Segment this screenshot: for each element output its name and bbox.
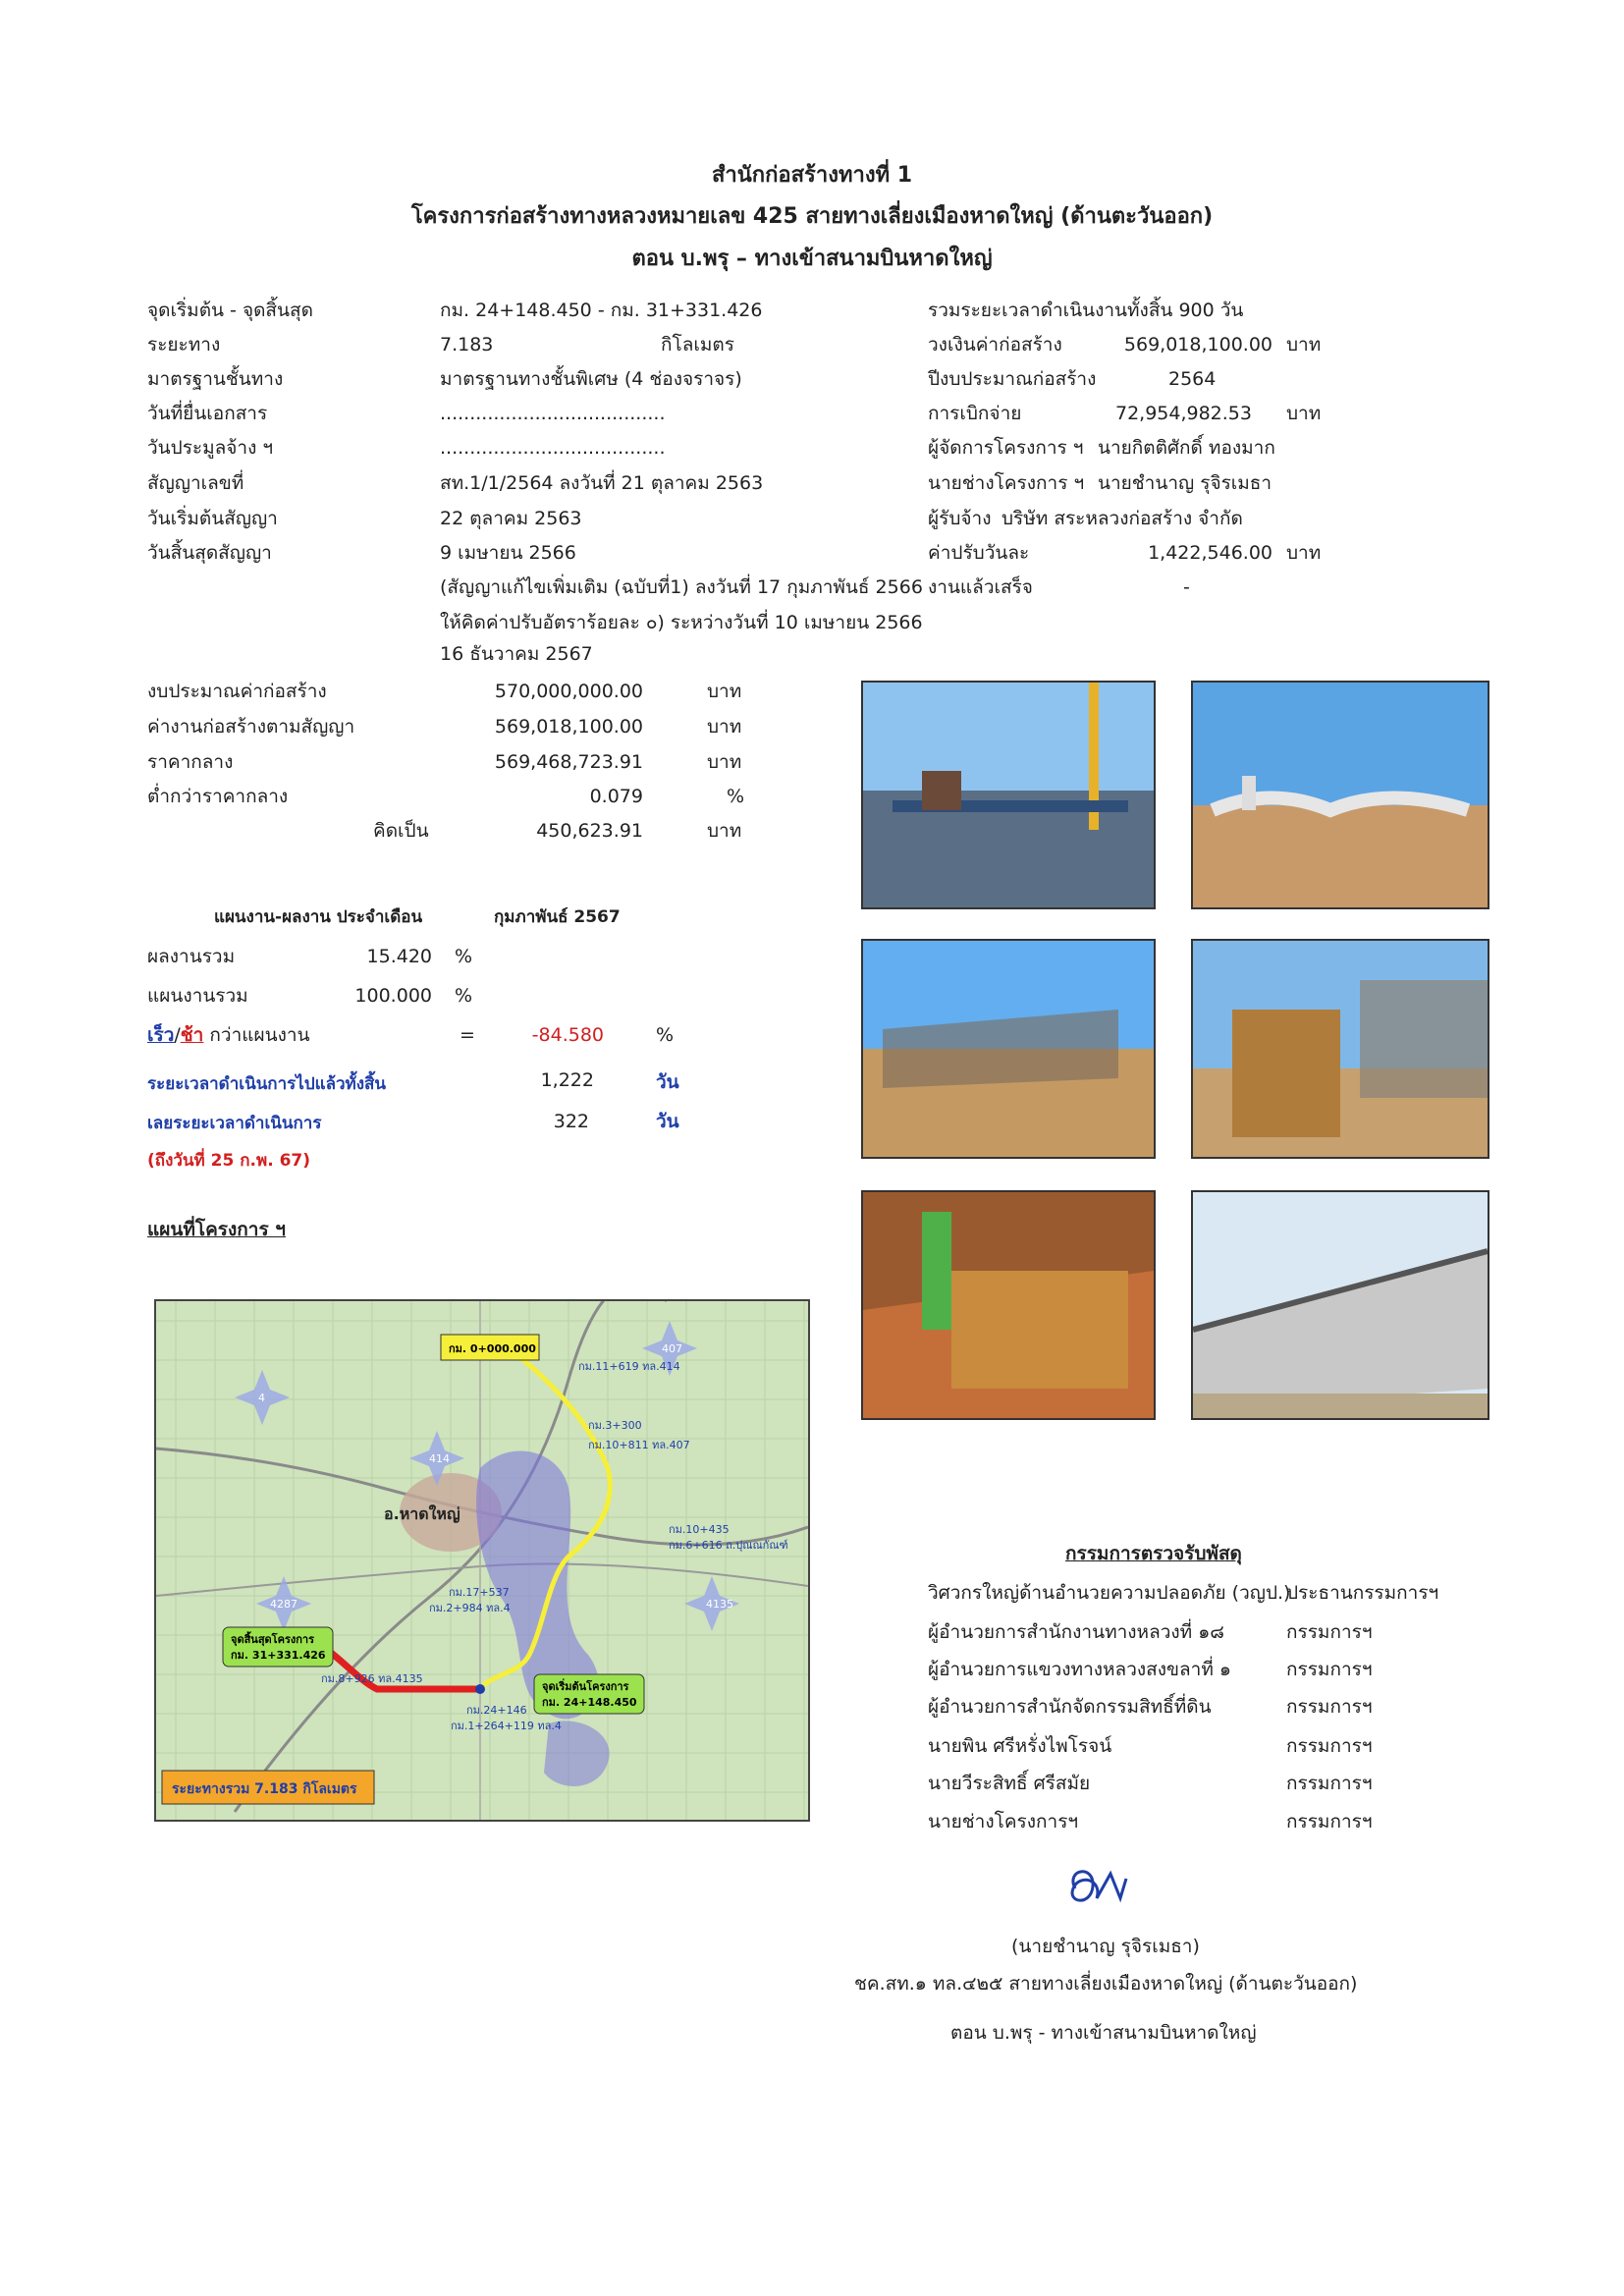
map-km-label: กม.6+616 ถ.ปุณณกัณฑ์ (669, 1539, 788, 1552)
amendment-line: 16 ธันวาคม 2567 (440, 643, 593, 665)
finance-value: 570,000,000.00 (494, 681, 643, 702)
elapsed-value: 1,222 (540, 1069, 594, 1091)
budget-year-value: 2564 (1168, 368, 1217, 390)
info-label: วันสิ้นสุดสัญญา (147, 542, 272, 564)
finance-label: ค่างานก่อสร้างตามสัญญา (147, 716, 355, 738)
map-km-label: กม.11+619 ทล.414 (578, 1360, 680, 1373)
progress-month: กุมภาพันธ์ 2567 (494, 907, 621, 927)
finance-label: ต่ำกว่าราคากลาง (147, 786, 289, 807)
over-label: เลยระยะเวลาดำเนินการ (147, 1114, 322, 1133)
engineer-value: นายชำนาญ รุจิรเมธา (1098, 472, 1272, 494)
route-number: 4135 (706, 1598, 733, 1611)
elapsed-label: ระยะเวลาดำเนินการไปแล้วทั้งสิ้น (147, 1074, 387, 1094)
total-duration: รวมระยะเวลาดำเนินงานทั้งสิ้น 900 วัน (928, 300, 1244, 321)
over-value: 322 (553, 1111, 589, 1132)
contractor-value: บริษัท สระหลวงก่อสร้าง จำกัด (1001, 508, 1243, 529)
map-km-label: กม.1+264+119 ทล.4 (451, 1720, 562, 1732)
committee-member: นายวีระสิทธิ์ ศรีสมัย (928, 1773, 1091, 1794)
start-km-label: กม. 0+000.000 (449, 1342, 536, 1355)
map-km-label: กม.8+926 ทล.4135 (321, 1672, 423, 1685)
route-number: 407 (662, 1342, 682, 1355)
map-km-label: กม.2+984 ทล.4 (429, 1602, 511, 1614)
fast-slow-line (147, 1023, 310, 1047)
info-value: ...................................... (440, 403, 666, 424)
budget-label: วงเงินค่าก่อสร้าง (928, 334, 1062, 355)
progress-heading: แผนงาน-ผลงาน ประจำเดือน (214, 907, 423, 927)
committee-role: กรรมการฯ (1286, 1735, 1373, 1757)
actual-value: 15.420 (366, 946, 432, 967)
fine-label: ค่าปรับวันละ (928, 542, 1030, 564)
begin-box-title: จุดเริ่มต้นโครงการ (542, 1680, 629, 1693)
completed-value: - (1183, 576, 1190, 598)
committee-role: กรรมการฯ (1286, 1811, 1373, 1832)
actual-label: ผลงานรวม (147, 946, 236, 967)
info-value: 7.183 (440, 334, 494, 355)
city-label: อ.หาดใหญ่ (384, 1504, 460, 1523)
end-km: กม. 31+331.426 (231, 1649, 326, 1662)
signature-position: ชค.สท.๑ ทล.๔๒๕ สายทางเลี่ยงเมืองหาดใหญ่ (ด้านตะวันออก) (854, 1973, 1358, 1995)
finance-unit: บาท (707, 716, 742, 738)
committee-member: นายช่างโครงการฯ (928, 1811, 1079, 1832)
vs-plan: กว่าแผนงาน (203, 1024, 310, 1046)
baht-unit: บาท (1286, 542, 1322, 564)
map-km-label: กม.10+435 (669, 1523, 730, 1536)
info-label: วันเริ่มต้นสัญญา (147, 508, 278, 529)
info-unit: กิโลเมตร (661, 334, 734, 355)
committee-member: วิศวกรใหญ่ด้านอำนวยความปลอดภัย (วญป.) (928, 1582, 1291, 1604)
diff-unit: % (656, 1024, 675, 1046)
info-label: ระยะทาง (147, 334, 221, 355)
disbursed-label: การเบิกจ่าย (928, 403, 1022, 424)
finance-label: ราคากลาง (147, 751, 234, 773)
completed-label: งานแล้วเสร็จ (928, 576, 1033, 598)
committee-member: ผู้อำนวยการสำนักงานทางหลวงที่ ๑๘ (928, 1621, 1224, 1643)
finance-value: 450,623.91 (536, 820, 643, 842)
office-title: สำนักก่อสร้างทางที่ 1 (711, 163, 913, 188)
finance-value: 569,018,100.00 (494, 716, 643, 738)
finance-value: 0.079 (589, 786, 643, 807)
map-km-label: กม.24+146 (466, 1704, 527, 1717)
map-heading: แผนที่โครงการ ฯ (147, 1219, 286, 1240)
engineer-label: นายช่างโครงการ ฯ (928, 472, 1085, 494)
finance-unit: % (727, 786, 745, 807)
info-label: มาตรฐานชั้นทาง (147, 368, 284, 390)
fine-value: 1,422,546.00 (1148, 542, 1272, 564)
finance-value: 569,468,723.91 (494, 751, 643, 773)
finance-unit: บาท (707, 751, 742, 773)
plan-unit: % (455, 985, 473, 1007)
start-point-marker (475, 1684, 485, 1694)
map-km-label: กม.10+811 ทล.407 (588, 1439, 690, 1451)
committee-role: ประธานกรรมการฯ (1286, 1582, 1439, 1604)
amendment-line: ให้คิดค่าปรับอัตราร้อยละ ๐) ระหว่างวันที่ 10 เมษายน 2566 (440, 612, 923, 633)
site-photo (861, 1190, 1156, 1420)
map-km-label: กม.3+300 (588, 1419, 642, 1432)
info-value: 22 ตุลาคม 2563 (440, 508, 582, 529)
finance-label: งบประมาณค่าก่อสร้าง (147, 681, 327, 702)
equals-sign: = (460, 1024, 475, 1046)
total-distance-label: ระยะทางรวม 7.183 กิโลเมตร (172, 1781, 357, 1797)
project-title: โครงการก่อสร้างทางหลวงหมายเลข 425 สายทางเลี่ยงเมืองหาดใหญ่ (ด้านตะวันออก) (410, 204, 1214, 229)
info-value: สท.1/1/2564 ลงวันที่ 21 ตุลาคม 2563 (440, 472, 764, 494)
site-photo (861, 939, 1156, 1159)
fast-label: เร็ว (147, 1024, 175, 1046)
finance-unit: บาท (707, 820, 742, 842)
info-label: จุดเริ่มต้น - จุดสิ้นสุด (147, 300, 313, 321)
info-value: 9 เมษายน 2566 (440, 542, 576, 564)
end-box-title: จุดสิ้นสุดโครงการ (231, 1633, 314, 1646)
info-value: มาตรฐานทางชั้นพิเศษ (4 ช่องจราจร) (440, 368, 742, 390)
disbursed-value: 72,954,982.53 (1114, 403, 1252, 424)
committee-title: กรรมการตรวจรับพัสดุ (1065, 1543, 1242, 1564)
committee-role: กรรมการฯ (1286, 1696, 1373, 1718)
map-km-label: กม.17+537 (449, 1586, 510, 1599)
signature-name: (นายชำนาญ รุจิรเมธา) (1011, 1936, 1200, 1957)
contractor-label: ผู้รับจ้าง (928, 508, 992, 529)
actual-unit: % (455, 946, 473, 967)
amendment-line: (สัญญาแก้ไขเพิ่มเติม (ฉบับที่1) ลงวันที่ 17 กุมภาพันธ์ 2566 (440, 576, 923, 598)
diff-value: -84.580 (531, 1024, 604, 1046)
route-number: 4 (258, 1392, 265, 1404)
info-label: สัญญาเลขที่ (147, 472, 244, 494)
manager-value: นายกิตติศักดิ์ ทองมาก (1098, 437, 1275, 459)
site-photo (1191, 681, 1489, 909)
baht-unit: บาท (1286, 403, 1322, 424)
committee-role: กรรมการฯ (1286, 1659, 1373, 1680)
budget-value: 569,018,100.00 (1123, 334, 1272, 355)
site-photo (1191, 1190, 1489, 1420)
project-map (154, 1299, 810, 1822)
signature-section: ตอน บ.พรุ - ทางเข้าสนามบินหาดใหญ่ (950, 2022, 1257, 2044)
info-label: วันประมูลจ้าง ฯ (147, 437, 274, 459)
route-number: 414 (429, 1452, 450, 1465)
map-background (156, 1301, 808, 1820)
map-graphic (156, 1301, 808, 1820)
committee-role: กรรมการฯ (1286, 1621, 1373, 1643)
signature-mark (1056, 1859, 1134, 1918)
over-unit: วัน (656, 1111, 679, 1132)
finance-unit: บาท (707, 681, 742, 702)
finance-label: คิดเป็น (373, 820, 429, 842)
budget-year-label: ปีงบประมาณก่อสร้าง (928, 368, 1097, 390)
committee-member: นายพิน ศรีหรั่งไพโรจน์ (928, 1735, 1112, 1757)
site-photo (1191, 939, 1489, 1159)
site-photo (861, 681, 1156, 909)
elapsed-unit: วัน (656, 1071, 679, 1093)
slash: / (174, 1024, 181, 1046)
info-label: วันที่ยื่นเอกสาร (147, 403, 268, 424)
plan-value: 100.000 (354, 985, 432, 1007)
begin-km: กม. 24+148.450 (542, 1696, 637, 1709)
route-number: 4287 (270, 1598, 298, 1611)
manager-label: ผู้จัดการโครงการ ฯ (928, 437, 1084, 459)
committee-member: ผู้อำนวยการสำนักจัดกรรมสิทธิ์ที่ดิน (928, 1696, 1212, 1718)
info-value: กม. 24+148.450 - กม. 31+331.426 (440, 300, 763, 321)
baht-unit: บาท (1286, 334, 1322, 355)
committee-member: ผู้อำนวยการแขวงทางหลวงสงขลาที่ ๑ (928, 1659, 1231, 1680)
as-of-date: (ถึงวันที่ 25 ก.พ. 67) (147, 1151, 310, 1171)
slow-label: ช้า (180, 1024, 204, 1046)
info-value: ...................................... (440, 437, 666, 459)
section-title: ตอน บ.พรุ – ทางเข้าสนามบินหาดใหญ่ (631, 246, 993, 271)
plan-label: แผนงานรวม (147, 985, 248, 1007)
committee-role: กรรมการฯ (1286, 1773, 1373, 1794)
